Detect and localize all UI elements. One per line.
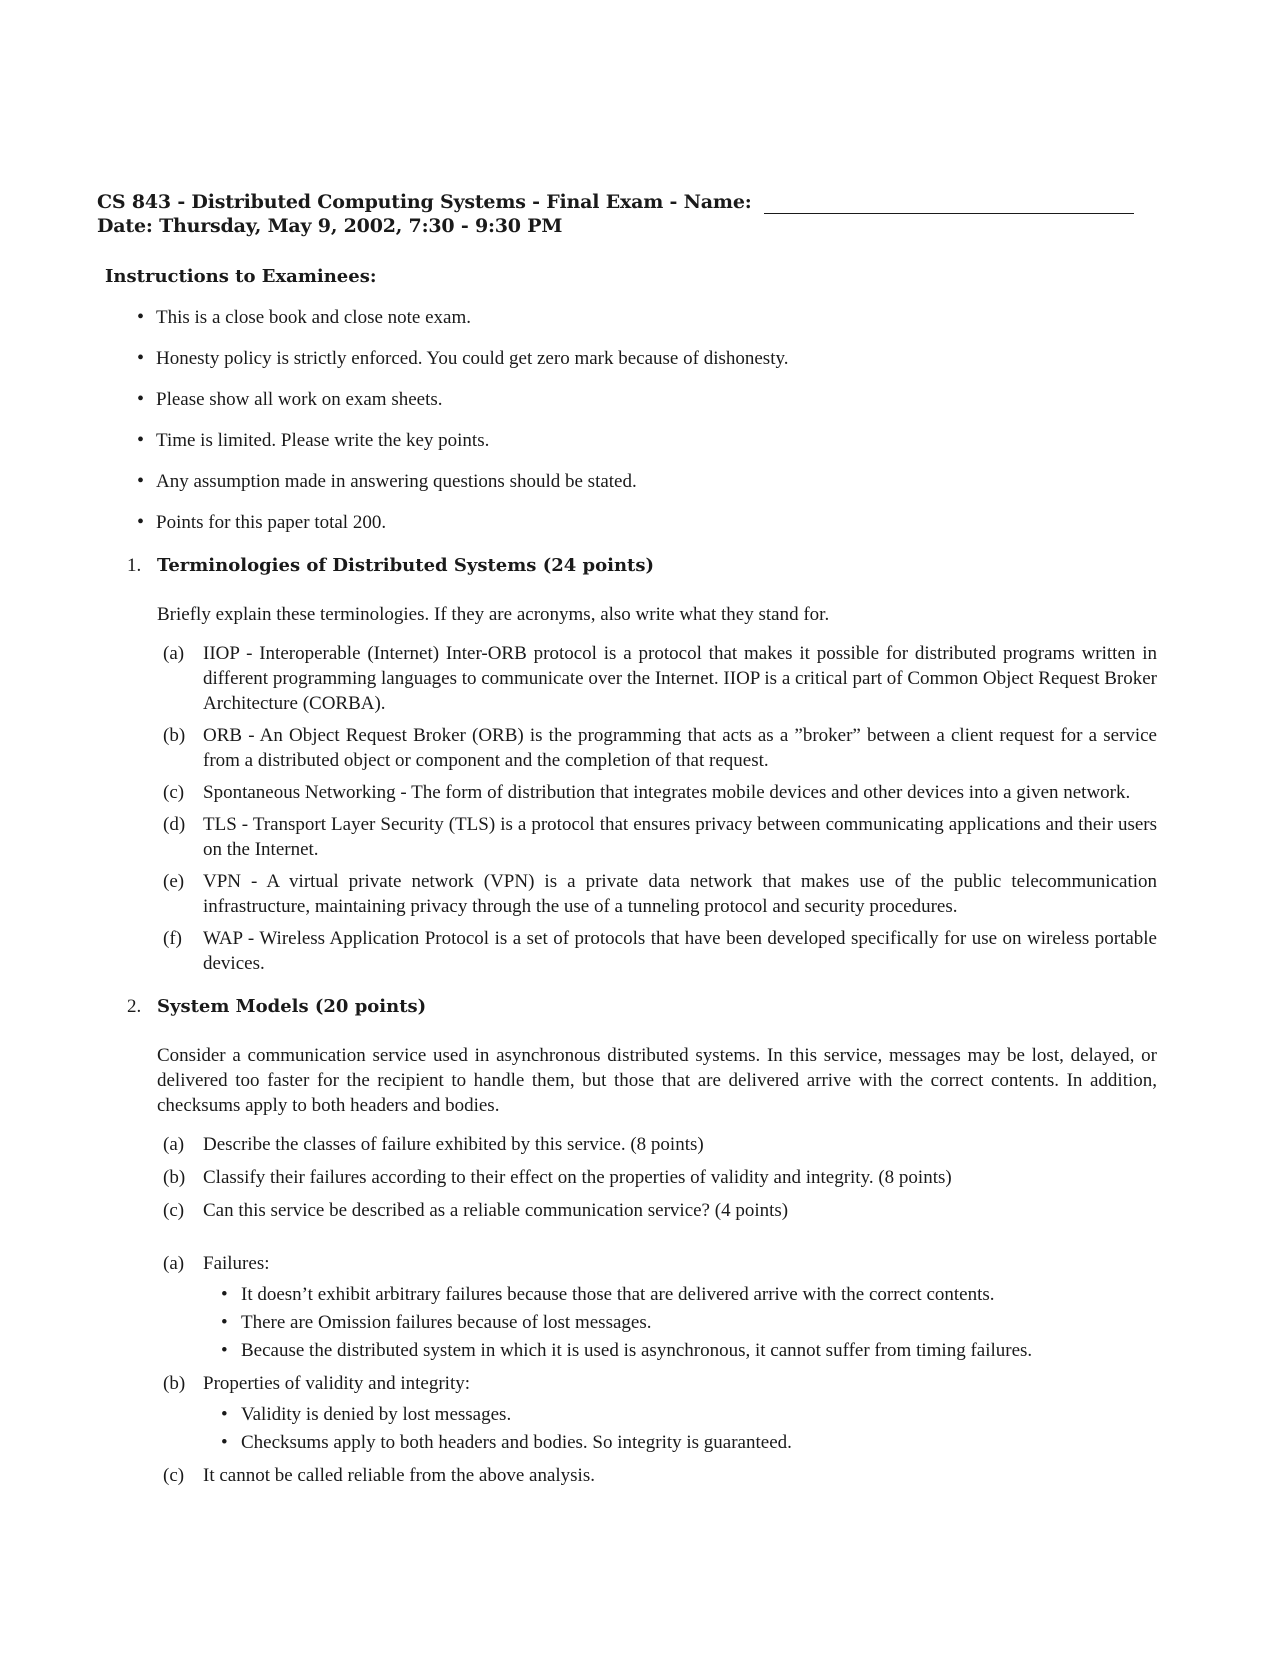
- item-text: WAP - Wireless Application Protocol is a set of protocols that have been developed specifically for use on wireless portable devices.: [203, 928, 1157, 974]
- terminology-item: [157, 926, 1157, 976]
- answer-item: [157, 1463, 1157, 1488]
- terminology-list: [157, 641, 1157, 976]
- item-label: (a): [163, 1253, 185, 1274]
- answer-point: • Checksums apply to both headers and bodies. So integrity is guaranteed.: [203, 1430, 1157, 1455]
- answer-point: • There are Omission failures because of lost messages.: [203, 1310, 1157, 1335]
- terminology-item: [157, 812, 1157, 862]
- answer-text: It cannot be called reliable from the above analysis.: [203, 1465, 595, 1486]
- instructions-title: Instructions to Examinees:: [105, 266, 377, 287]
- instruction-item: • Points for this paper total 200.: [137, 510, 1157, 535]
- subquestion-list: [157, 1132, 1157, 1223]
- item-label: (e): [163, 871, 185, 892]
- item-label: (a): [163, 643, 185, 664]
- answer-title: Failures:: [203, 1253, 270, 1274]
- answer-item: [157, 1251, 1157, 1363]
- answer-point: • It doesn’t exhibit arbitrary failures because those that are delivered arrive with the correct contents.: [203, 1282, 1157, 1307]
- subquestion-item: [157, 1198, 1157, 1223]
- name-blank-line: [764, 195, 1134, 214]
- item-label: (d): [163, 814, 186, 835]
- instruction-item: • Any assumption made in answering questions should be stated.: [137, 469, 1157, 494]
- exam-header: [97, 190, 1157, 238]
- answer-point: • Because the distributed system in which it is used is asynchronous, it cannot suffer from timing failures.: [203, 1338, 1157, 1363]
- instruction-item: • Time is limited. Please write the key points.: [137, 428, 1157, 453]
- exam-page: [97, 190, 1157, 1488]
- question-title: Terminologies of Distributed Systems (24 points): [157, 555, 655, 576]
- item-text: Spontaneous Networking - The form of distribution that integrates mobile devices and other devices into a given network.: [203, 782, 1131, 803]
- terminology-item: [157, 723, 1157, 773]
- item-label: (c): [163, 782, 185, 803]
- terminology-item: [157, 869, 1157, 919]
- question-intro: Briefly explain these terminologies. If they are acronyms, also write what they stand for.: [157, 604, 830, 625]
- item-text: ORB - An Object Request Broker (ORB) is the programming that acts as a ”broker” between a client request for a service from a distributed object or component and the completion of that request.: [203, 725, 1157, 771]
- subquestion-item: [157, 1132, 1157, 1157]
- question-number: 1.: [127, 555, 142, 576]
- instruction-item: • This is a close book and close note exam.: [137, 305, 1157, 330]
- item-label: (b): [163, 1373, 186, 1394]
- question-title: System Models (20 points): [157, 996, 427, 1017]
- item-label: (f): [163, 928, 182, 949]
- terminology-item: [157, 780, 1157, 805]
- item-text: Describe the classes of failure exhibited by this service. (8 points): [203, 1134, 704, 1155]
- answer-point: • Validity is denied by lost messages.: [203, 1402, 1157, 1427]
- answer-title: Properties of validity and integrity:: [203, 1373, 471, 1394]
- item-label: (c): [163, 1465, 185, 1486]
- item-text: Classify their failures according to their effect on the properties of validity and integrity. (8 points): [203, 1167, 952, 1188]
- question-2: [97, 994, 1157, 1488]
- answer-points: [203, 1402, 1157, 1455]
- item-label: (c): [163, 1200, 185, 1221]
- question-number: 2.: [127, 996, 142, 1017]
- item-label: (b): [163, 725, 186, 746]
- instruction-item: • Please show all work on exam sheets.: [137, 387, 1157, 412]
- exam-date: Date: Thursday, May 9, 2002, 7:30 - 9:30 PM: [97, 215, 563, 237]
- question-1: [97, 553, 1157, 976]
- item-text: TLS - Transport Layer Security (TLS) is a protocol that ensures privacy between communicating applications and their users on the Internet.: [203, 814, 1157, 860]
- item-text: Can this service be described as a reliable communication service? (4 points): [203, 1200, 789, 1221]
- subquestion-item: [157, 1165, 1157, 1190]
- answer-item: [157, 1371, 1157, 1455]
- item-label: (a): [163, 1134, 185, 1155]
- item-label: (b): [163, 1167, 186, 1188]
- instruction-item: • Honesty policy is strictly enforced. You could get zero mark because of dishonesty.: [137, 346, 1157, 371]
- item-text: VPN - A virtual private network (VPN) is a private data network that makes use of the public telecommunication infrastructure, maintaining privacy through the use of a tunneling protocol and security procedures.: [203, 871, 1157, 917]
- terminology-item: [157, 641, 1157, 716]
- exam-title: CS 843 - Distributed Computing Systems - Final Exam - Name:: [97, 191, 752, 213]
- answer-list: [157, 1251, 1157, 1488]
- question-intro: Consider a communication service used in asynchronous distributed systems. In this service, messages may be lost, delayed, or delivered too faster for the recipient to handle them, but those that are delivered arrive with the correct contents. In addition, checksums apply to both headers and bodies.: [157, 1045, 1157, 1116]
- instructions-list: [137, 305, 1157, 535]
- item-text: IIOP - Interoperable (Internet) Inter-ORB protocol is a protocol that makes it possible for distributed programs written in different programming languages to communicate over the Internet. IIOP is a critical part of Common Object Request Broker Architecture (CORBA).: [203, 643, 1157, 714]
- answer-points: [203, 1282, 1157, 1363]
